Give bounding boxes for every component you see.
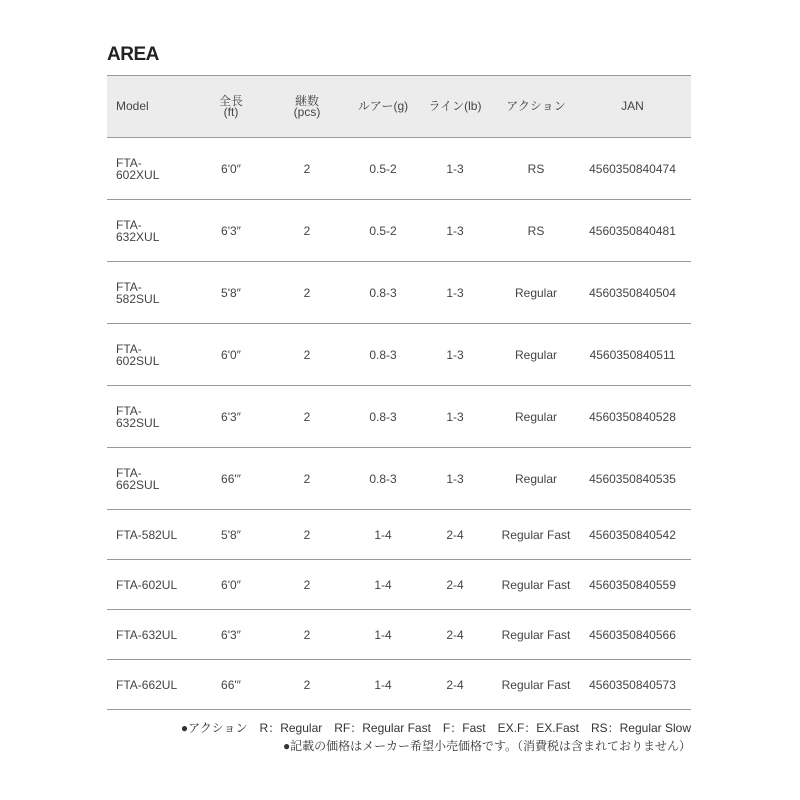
cell-model	[107, 560, 202, 610]
cell-jan: 4560350840535	[574, 448, 691, 510]
cell-model	[107, 262, 202, 324]
cell-jan: 4560350840573	[574, 660, 691, 710]
cell-lure: 1-4	[354, 660, 412, 710]
cell-length: 5'8″	[202, 510, 260, 560]
table-row	[107, 510, 691, 560]
cell-jan: 4560350840566	[574, 610, 691, 660]
cell-line: 1-3	[412, 200, 498, 262]
cell-pieces: 2	[260, 660, 354, 710]
header-model: Model	[107, 76, 202, 138]
table-row	[107, 448, 691, 510]
model-name: FTA-582SUL	[116, 279, 160, 306]
cell-action: Regular Fast	[498, 660, 574, 710]
cell-jan: 4560350840511	[574, 324, 691, 386]
cell-jan: 4560350840528	[574, 386, 691, 448]
cell-line: 1-3	[412, 262, 498, 324]
table-row	[107, 262, 691, 324]
cell-model	[107, 138, 202, 200]
spec-table	[107, 75, 691, 710]
model-name: FTA-632XUL	[116, 217, 160, 244]
cell-length: 66'″	[202, 660, 260, 710]
model-name: FTA-662SUL	[116, 465, 160, 492]
cell-model	[107, 660, 202, 710]
cell-line: 2-4	[412, 610, 498, 660]
cell-jan: 4560350840542	[574, 510, 691, 560]
cell-line: 2-4	[412, 560, 498, 610]
cell-model	[107, 448, 202, 510]
cell-lure: 1-4	[354, 560, 412, 610]
cell-lure: 0.8-3	[354, 324, 412, 386]
table-row	[107, 660, 691, 710]
model-name: FTA-662UL	[116, 677, 178, 692]
cell-action: Regular	[498, 262, 574, 324]
cell-lure: 0.5-2	[354, 200, 412, 262]
header-pieces-unit: (pcs)	[293, 104, 321, 119]
cell-lure: 1-4	[354, 610, 412, 660]
cell-action: Regular	[498, 448, 574, 510]
cell-lure: 0.8-3	[354, 386, 412, 448]
cell-line: 1-3	[412, 324, 498, 386]
cell-model	[107, 324, 202, 386]
header-line: ライン(lb)	[412, 76, 498, 138]
cell-jan: 4560350840504	[574, 262, 691, 324]
header-pieces	[260, 76, 354, 138]
table-header-row	[107, 76, 691, 138]
cell-jan: 4560350840481	[574, 200, 691, 262]
cell-length: 6'0″	[202, 324, 260, 386]
cell-model	[107, 386, 202, 448]
header-action: アクション	[498, 76, 574, 138]
cell-line: 2-4	[412, 660, 498, 710]
header-length-unit: (ft)	[223, 104, 239, 119]
model-name: FTA-582UL	[116, 527, 178, 542]
cell-length: 6'0″	[202, 560, 260, 610]
footnotes	[181, 719, 691, 755]
cell-line: 1-3	[412, 386, 498, 448]
model-name: FTA-632SUL	[116, 403, 160, 430]
page-title: AREA	[107, 44, 159, 65]
table-row	[107, 610, 691, 660]
cell-line: 1-3	[412, 448, 498, 510]
cell-lure: 0.8-3	[354, 262, 412, 324]
cell-jan: 4560350840474	[574, 138, 691, 200]
cell-length: 6'3″	[202, 610, 260, 660]
cell-length: 5'8″	[202, 262, 260, 324]
table-row	[107, 386, 691, 448]
cell-length: 6'3″	[202, 386, 260, 448]
cell-length: 6'3″	[202, 200, 260, 262]
cell-action: Regular Fast	[498, 610, 574, 660]
cell-line: 1-3	[412, 138, 498, 200]
table-row	[107, 560, 691, 610]
header-pieces-label: 継数	[294, 93, 319, 108]
cell-action: Regular	[498, 386, 574, 448]
model-name: FTA-602SUL	[116, 341, 160, 368]
cell-lure: 0.5-2	[354, 138, 412, 200]
cell-pieces: 2	[260, 560, 354, 610]
model-name: FTA-632UL	[116, 627, 178, 642]
cell-pieces: 2	[260, 262, 354, 324]
cell-action: RS	[498, 200, 574, 262]
cell-pieces: 2	[260, 610, 354, 660]
cell-pieces: 2	[260, 138, 354, 200]
cell-lure: 0.8-3	[354, 448, 412, 510]
cell-line: 2-4	[412, 510, 498, 560]
header-jan: JAN	[574, 76, 691, 138]
cell-action: Regular	[498, 324, 574, 386]
header-length-label: 全長	[218, 93, 243, 108]
cell-pieces: 2	[260, 200, 354, 262]
cell-jan: 4560350840559	[574, 560, 691, 610]
table-row	[107, 324, 691, 386]
cell-model	[107, 610, 202, 660]
table-row	[107, 200, 691, 262]
cell-pieces: 2	[260, 510, 354, 560]
table-row	[107, 138, 691, 200]
cell-pieces: 2	[260, 448, 354, 510]
cell-lure: 1-4	[354, 510, 412, 560]
cell-pieces: 2	[260, 386, 354, 448]
cell-action: Regular Fast	[498, 510, 574, 560]
cell-model	[107, 200, 202, 262]
model-name: FTA-602XUL	[116, 155, 160, 182]
model-name: FTA-602UL	[116, 577, 178, 592]
header-lure: ルアー(g)	[354, 76, 412, 138]
price-note: ●記載の価格はメーカー希望小売価格です。（消費税は含まれておりません）	[282, 739, 691, 753]
cell-pieces: 2	[260, 324, 354, 386]
cell-model	[107, 510, 202, 560]
cell-action: RS	[498, 138, 574, 200]
cell-action: Regular Fast	[498, 560, 574, 610]
action-legend: ●アクション R：Regular RF：Regular Fast F：Fast EX.F：EX.Fast RS：Regular Slow	[180, 721, 691, 735]
cell-length: 6'0″	[202, 138, 260, 200]
header-length	[202, 76, 260, 138]
cell-length: 66'″	[202, 448, 260, 510]
